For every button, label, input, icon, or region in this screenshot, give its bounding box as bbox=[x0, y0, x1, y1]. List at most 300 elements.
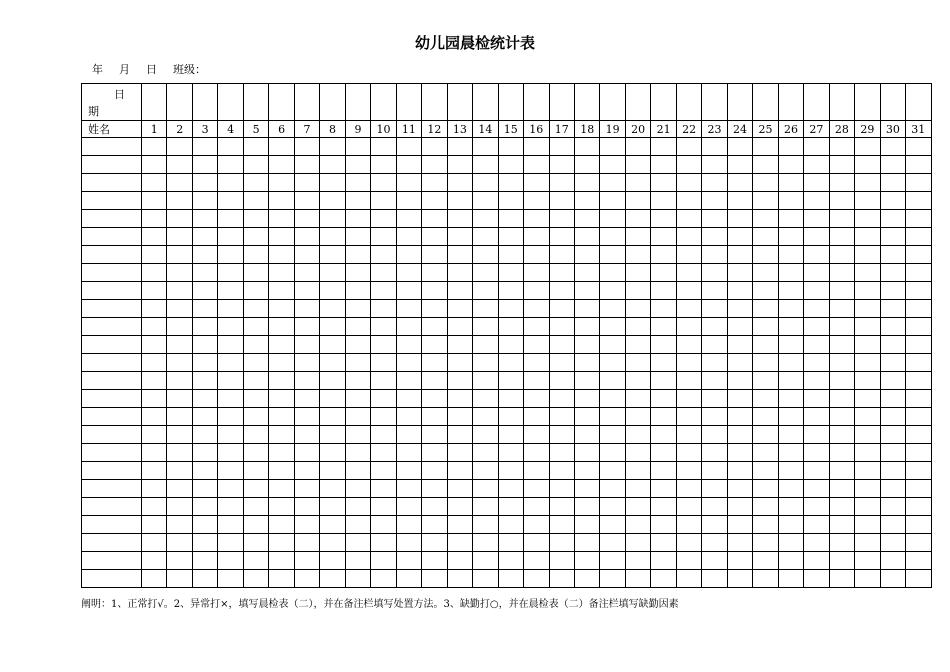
check-cell[interactable] bbox=[600, 210, 625, 228]
check-cell[interactable] bbox=[294, 372, 319, 390]
check-cell[interactable] bbox=[804, 534, 829, 552]
check-cell[interactable] bbox=[702, 138, 727, 156]
check-cell[interactable] bbox=[804, 300, 829, 318]
check-cell[interactable] bbox=[625, 318, 650, 336]
check-cell[interactable] bbox=[880, 228, 905, 246]
check-cell[interactable] bbox=[371, 138, 396, 156]
check-cell[interactable] bbox=[549, 390, 574, 408]
check-cell[interactable] bbox=[269, 534, 294, 552]
check-cell[interactable] bbox=[192, 264, 217, 282]
check-cell[interactable] bbox=[906, 552, 931, 570]
check-cell[interactable] bbox=[320, 372, 345, 390]
check-cell[interactable] bbox=[192, 426, 217, 444]
check-cell[interactable] bbox=[829, 408, 854, 426]
check-cell[interactable] bbox=[549, 426, 574, 444]
check-cell[interactable] bbox=[498, 138, 523, 156]
check-cell[interactable] bbox=[906, 534, 931, 552]
check-cell[interactable] bbox=[371, 228, 396, 246]
check-cell[interactable] bbox=[855, 372, 880, 390]
check-cell[interactable] bbox=[345, 228, 370, 246]
check-cell[interactable] bbox=[371, 390, 396, 408]
check-cell[interactable] bbox=[600, 570, 625, 588]
check-cell[interactable] bbox=[804, 552, 829, 570]
check-cell[interactable] bbox=[676, 552, 701, 570]
check-cell[interactable] bbox=[498, 354, 523, 372]
check-cell[interactable] bbox=[778, 570, 803, 588]
check-cell[interactable] bbox=[804, 444, 829, 462]
check-cell[interactable] bbox=[804, 336, 829, 354]
check-cell[interactable] bbox=[676, 336, 701, 354]
check-cell[interactable] bbox=[320, 192, 345, 210]
check-cell[interactable] bbox=[142, 210, 167, 228]
check-cell[interactable] bbox=[804, 228, 829, 246]
check-cell[interactable] bbox=[218, 426, 243, 444]
check-cell[interactable] bbox=[473, 354, 498, 372]
check-cell[interactable] bbox=[651, 336, 676, 354]
check-cell[interactable] bbox=[524, 354, 549, 372]
check-cell[interactable] bbox=[727, 444, 752, 462]
check-cell[interactable] bbox=[269, 318, 294, 336]
check-cell[interactable] bbox=[855, 426, 880, 444]
check-cell[interactable] bbox=[702, 372, 727, 390]
check-cell[interactable] bbox=[294, 246, 319, 264]
check-cell[interactable] bbox=[294, 444, 319, 462]
check-cell[interactable] bbox=[447, 300, 472, 318]
check-cell[interactable] bbox=[473, 426, 498, 444]
check-cell[interactable] bbox=[294, 426, 319, 444]
check-cell[interactable] bbox=[778, 462, 803, 480]
check-cell[interactable] bbox=[651, 138, 676, 156]
check-cell[interactable] bbox=[906, 516, 931, 534]
check-cell[interactable] bbox=[498, 228, 523, 246]
check-cell[interactable] bbox=[804, 318, 829, 336]
check-cell[interactable] bbox=[396, 354, 421, 372]
check-cell[interactable] bbox=[727, 390, 752, 408]
check-cell[interactable] bbox=[574, 138, 599, 156]
check-cell[interactable] bbox=[804, 156, 829, 174]
name-cell[interactable] bbox=[82, 372, 142, 390]
check-cell[interactable] bbox=[294, 552, 319, 570]
check-cell[interactable] bbox=[396, 372, 421, 390]
check-cell[interactable] bbox=[320, 138, 345, 156]
check-cell[interactable] bbox=[345, 300, 370, 318]
check-cell[interactable] bbox=[167, 156, 192, 174]
check-cell[interactable] bbox=[702, 282, 727, 300]
check-cell[interactable] bbox=[422, 354, 447, 372]
check-cell[interactable] bbox=[906, 462, 931, 480]
check-cell[interactable] bbox=[855, 318, 880, 336]
name-cell[interactable] bbox=[82, 282, 142, 300]
check-cell[interactable] bbox=[804, 570, 829, 588]
check-cell[interactable] bbox=[855, 282, 880, 300]
check-cell[interactable] bbox=[524, 570, 549, 588]
check-cell[interactable] bbox=[676, 534, 701, 552]
check-cell[interactable] bbox=[396, 138, 421, 156]
check-cell[interactable] bbox=[192, 210, 217, 228]
check-cell[interactable] bbox=[243, 354, 268, 372]
check-cell[interactable] bbox=[447, 354, 472, 372]
check-cell[interactable] bbox=[447, 318, 472, 336]
check-cell[interactable] bbox=[574, 156, 599, 174]
check-cell[interactable] bbox=[804, 174, 829, 192]
check-cell[interactable] bbox=[294, 156, 319, 174]
check-cell[interactable] bbox=[345, 138, 370, 156]
check-cell[interactable] bbox=[371, 408, 396, 426]
check-cell[interactable] bbox=[676, 282, 701, 300]
check-cell[interactable] bbox=[855, 174, 880, 192]
check-cell[interactable] bbox=[753, 354, 778, 372]
check-cell[interactable] bbox=[753, 246, 778, 264]
check-cell[interactable] bbox=[829, 372, 854, 390]
check-cell[interactable] bbox=[651, 354, 676, 372]
check-cell[interactable] bbox=[804, 246, 829, 264]
check-cell[interactable] bbox=[218, 210, 243, 228]
check-cell[interactable] bbox=[524, 336, 549, 354]
check-cell[interactable] bbox=[422, 138, 447, 156]
check-cell[interactable] bbox=[422, 444, 447, 462]
check-cell[interactable] bbox=[269, 210, 294, 228]
check-cell[interactable] bbox=[396, 462, 421, 480]
check-cell[interactable] bbox=[396, 282, 421, 300]
check-cell[interactable] bbox=[320, 426, 345, 444]
check-cell[interactable] bbox=[447, 534, 472, 552]
check-cell[interactable] bbox=[192, 444, 217, 462]
check-cell[interactable] bbox=[574, 300, 599, 318]
check-cell[interactable] bbox=[294, 534, 319, 552]
check-cell[interactable] bbox=[906, 444, 931, 462]
check-cell[interactable] bbox=[727, 138, 752, 156]
check-cell[interactable] bbox=[218, 390, 243, 408]
check-cell[interactable] bbox=[345, 372, 370, 390]
check-cell[interactable] bbox=[243, 300, 268, 318]
check-cell[interactable] bbox=[549, 408, 574, 426]
check-cell[interactable] bbox=[294, 174, 319, 192]
check-cell[interactable] bbox=[625, 372, 650, 390]
check-cell[interactable] bbox=[549, 534, 574, 552]
check-cell[interactable] bbox=[473, 462, 498, 480]
check-cell[interactable] bbox=[727, 552, 752, 570]
check-cell[interactable] bbox=[574, 264, 599, 282]
name-cell[interactable] bbox=[82, 498, 142, 516]
check-cell[interactable] bbox=[829, 138, 854, 156]
check-cell[interactable] bbox=[396, 444, 421, 462]
check-cell[interactable] bbox=[142, 480, 167, 498]
check-cell[interactable] bbox=[192, 390, 217, 408]
check-cell[interactable] bbox=[880, 570, 905, 588]
check-cell[interactable] bbox=[600, 552, 625, 570]
check-cell[interactable] bbox=[473, 156, 498, 174]
check-cell[interactable] bbox=[600, 372, 625, 390]
check-cell[interactable] bbox=[600, 426, 625, 444]
check-cell[interactable] bbox=[651, 570, 676, 588]
check-cell[interactable] bbox=[218, 462, 243, 480]
check-cell[interactable] bbox=[574, 228, 599, 246]
check-cell[interactable] bbox=[829, 246, 854, 264]
check-cell[interactable] bbox=[167, 246, 192, 264]
check-cell[interactable] bbox=[574, 534, 599, 552]
check-cell[interactable] bbox=[727, 570, 752, 588]
check-cell[interactable] bbox=[906, 210, 931, 228]
check-cell[interactable] bbox=[880, 444, 905, 462]
check-cell[interactable] bbox=[651, 174, 676, 192]
check-cell[interactable] bbox=[880, 552, 905, 570]
check-cell[interactable] bbox=[625, 552, 650, 570]
check-cell[interactable] bbox=[142, 336, 167, 354]
check-cell[interactable] bbox=[447, 480, 472, 498]
check-cell[interactable] bbox=[371, 300, 396, 318]
check-cell[interactable] bbox=[371, 372, 396, 390]
check-cell[interactable] bbox=[625, 246, 650, 264]
check-cell[interactable] bbox=[702, 408, 727, 426]
check-cell[interactable] bbox=[676, 228, 701, 246]
check-cell[interactable] bbox=[524, 516, 549, 534]
check-cell[interactable] bbox=[880, 282, 905, 300]
check-cell[interactable] bbox=[906, 336, 931, 354]
check-cell[interactable] bbox=[625, 480, 650, 498]
check-cell[interactable] bbox=[345, 516, 370, 534]
check-cell[interactable] bbox=[702, 336, 727, 354]
check-cell[interactable] bbox=[269, 138, 294, 156]
check-cell[interactable] bbox=[345, 408, 370, 426]
check-cell[interactable] bbox=[498, 192, 523, 210]
check-cell[interactable] bbox=[396, 210, 421, 228]
check-cell[interactable] bbox=[167, 408, 192, 426]
check-cell[interactable] bbox=[498, 210, 523, 228]
check-cell[interactable] bbox=[906, 318, 931, 336]
check-cell[interactable] bbox=[294, 318, 319, 336]
check-cell[interactable] bbox=[142, 408, 167, 426]
name-cell[interactable] bbox=[82, 552, 142, 570]
check-cell[interactable] bbox=[396, 408, 421, 426]
check-cell[interactable] bbox=[651, 300, 676, 318]
check-cell[interactable] bbox=[269, 354, 294, 372]
check-cell[interactable] bbox=[753, 570, 778, 588]
check-cell[interactable] bbox=[345, 192, 370, 210]
check-cell[interactable] bbox=[345, 426, 370, 444]
check-cell[interactable] bbox=[651, 444, 676, 462]
check-cell[interactable] bbox=[778, 192, 803, 210]
check-cell[interactable] bbox=[727, 174, 752, 192]
check-cell[interactable] bbox=[498, 498, 523, 516]
check-cell[interactable] bbox=[778, 408, 803, 426]
name-cell[interactable] bbox=[82, 426, 142, 444]
check-cell[interactable] bbox=[345, 318, 370, 336]
check-cell[interactable] bbox=[320, 498, 345, 516]
check-cell[interactable] bbox=[473, 246, 498, 264]
check-cell[interactable] bbox=[524, 138, 549, 156]
name-cell[interactable] bbox=[82, 408, 142, 426]
check-cell[interactable] bbox=[320, 210, 345, 228]
check-cell[interactable] bbox=[549, 462, 574, 480]
check-cell[interactable] bbox=[447, 462, 472, 480]
check-cell[interactable] bbox=[778, 264, 803, 282]
check-cell[interactable] bbox=[727, 426, 752, 444]
check-cell[interactable] bbox=[345, 336, 370, 354]
check-cell[interactable] bbox=[855, 192, 880, 210]
check-cell[interactable] bbox=[243, 480, 268, 498]
check-cell[interactable] bbox=[422, 372, 447, 390]
check-cell[interactable] bbox=[243, 318, 268, 336]
check-cell[interactable] bbox=[574, 552, 599, 570]
check-cell[interactable] bbox=[829, 210, 854, 228]
check-cell[interactable] bbox=[676, 408, 701, 426]
check-cell[interactable] bbox=[625, 228, 650, 246]
check-cell[interactable] bbox=[676, 156, 701, 174]
check-cell[interactable] bbox=[651, 462, 676, 480]
check-cell[interactable] bbox=[600, 498, 625, 516]
name-cell[interactable] bbox=[82, 336, 142, 354]
check-cell[interactable] bbox=[727, 210, 752, 228]
check-cell[interactable] bbox=[804, 138, 829, 156]
check-cell[interactable] bbox=[753, 210, 778, 228]
check-cell[interactable] bbox=[371, 444, 396, 462]
check-cell[interactable] bbox=[778, 552, 803, 570]
check-cell[interactable] bbox=[906, 426, 931, 444]
check-cell[interactable] bbox=[294, 192, 319, 210]
check-cell[interactable] bbox=[167, 138, 192, 156]
check-cell[interactable] bbox=[855, 354, 880, 372]
check-cell[interactable] bbox=[600, 534, 625, 552]
check-cell[interactable] bbox=[269, 462, 294, 480]
check-cell[interactable] bbox=[600, 138, 625, 156]
check-cell[interactable] bbox=[906, 282, 931, 300]
check-cell[interactable] bbox=[574, 246, 599, 264]
check-cell[interactable] bbox=[778, 354, 803, 372]
check-cell[interactable] bbox=[804, 210, 829, 228]
check-cell[interactable] bbox=[625, 192, 650, 210]
check-cell[interactable] bbox=[778, 318, 803, 336]
check-cell[interactable] bbox=[422, 516, 447, 534]
check-cell[interactable] bbox=[167, 516, 192, 534]
check-cell[interactable] bbox=[906, 354, 931, 372]
check-cell[interactable] bbox=[829, 192, 854, 210]
check-cell[interactable] bbox=[218, 372, 243, 390]
check-cell[interactable] bbox=[192, 552, 217, 570]
check-cell[interactable] bbox=[651, 246, 676, 264]
check-cell[interactable] bbox=[753, 534, 778, 552]
check-cell[interactable] bbox=[142, 534, 167, 552]
check-cell[interactable] bbox=[549, 336, 574, 354]
check-cell[interactable] bbox=[371, 246, 396, 264]
name-cell[interactable] bbox=[82, 390, 142, 408]
check-cell[interactable] bbox=[422, 282, 447, 300]
check-cell[interactable] bbox=[753, 336, 778, 354]
check-cell[interactable] bbox=[345, 480, 370, 498]
check-cell[interactable] bbox=[447, 138, 472, 156]
check-cell[interactable] bbox=[753, 300, 778, 318]
check-cell[interactable] bbox=[625, 534, 650, 552]
check-cell[interactable] bbox=[294, 210, 319, 228]
check-cell[interactable] bbox=[320, 156, 345, 174]
check-cell[interactable] bbox=[371, 282, 396, 300]
check-cell[interactable] bbox=[829, 552, 854, 570]
check-cell[interactable] bbox=[345, 354, 370, 372]
check-cell[interactable] bbox=[167, 372, 192, 390]
check-cell[interactable] bbox=[218, 552, 243, 570]
check-cell[interactable] bbox=[396, 516, 421, 534]
check-cell[interactable] bbox=[524, 300, 549, 318]
check-cell[interactable] bbox=[243, 372, 268, 390]
check-cell[interactable] bbox=[625, 498, 650, 516]
check-cell[interactable] bbox=[498, 570, 523, 588]
check-cell[interactable] bbox=[651, 318, 676, 336]
check-cell[interactable] bbox=[880, 264, 905, 282]
check-cell[interactable] bbox=[753, 228, 778, 246]
check-cell[interactable] bbox=[218, 354, 243, 372]
name-cell[interactable] bbox=[82, 138, 142, 156]
check-cell[interactable] bbox=[727, 462, 752, 480]
check-cell[interactable] bbox=[167, 444, 192, 462]
check-cell[interactable] bbox=[243, 174, 268, 192]
check-cell[interactable] bbox=[142, 138, 167, 156]
check-cell[interactable] bbox=[269, 552, 294, 570]
check-cell[interactable] bbox=[192, 228, 217, 246]
check-cell[interactable] bbox=[371, 570, 396, 588]
check-cell[interactable] bbox=[243, 282, 268, 300]
check-cell[interactable] bbox=[243, 336, 268, 354]
check-cell[interactable] bbox=[422, 390, 447, 408]
check-cell[interactable] bbox=[218, 192, 243, 210]
check-cell[interactable] bbox=[447, 426, 472, 444]
check-cell[interactable] bbox=[243, 390, 268, 408]
check-cell[interactable] bbox=[651, 390, 676, 408]
check-cell[interactable] bbox=[218, 498, 243, 516]
check-cell[interactable] bbox=[422, 156, 447, 174]
check-cell[interactable] bbox=[192, 354, 217, 372]
check-cell[interactable] bbox=[473, 390, 498, 408]
check-cell[interactable] bbox=[524, 282, 549, 300]
check-cell[interactable] bbox=[753, 192, 778, 210]
check-cell[interactable] bbox=[855, 444, 880, 462]
check-cell[interactable] bbox=[625, 174, 650, 192]
check-cell[interactable] bbox=[447, 516, 472, 534]
check-cell[interactable] bbox=[243, 264, 268, 282]
check-cell[interactable] bbox=[447, 336, 472, 354]
check-cell[interactable] bbox=[218, 264, 243, 282]
check-cell[interactable] bbox=[651, 480, 676, 498]
check-cell[interactable] bbox=[574, 336, 599, 354]
check-cell[interactable] bbox=[447, 228, 472, 246]
check-cell[interactable] bbox=[243, 210, 268, 228]
check-cell[interactable] bbox=[804, 282, 829, 300]
check-cell[interactable] bbox=[549, 498, 574, 516]
check-cell[interactable] bbox=[549, 156, 574, 174]
check-cell[interactable] bbox=[880, 426, 905, 444]
check-cell[interactable] bbox=[778, 498, 803, 516]
check-cell[interactable] bbox=[549, 480, 574, 498]
check-cell[interactable] bbox=[855, 462, 880, 480]
check-cell[interactable] bbox=[371, 498, 396, 516]
check-cell[interactable] bbox=[855, 336, 880, 354]
check-cell[interactable] bbox=[269, 192, 294, 210]
check-cell[interactable] bbox=[269, 264, 294, 282]
check-cell[interactable] bbox=[524, 390, 549, 408]
check-cell[interactable] bbox=[422, 318, 447, 336]
check-cell[interactable] bbox=[880, 246, 905, 264]
check-cell[interactable] bbox=[422, 570, 447, 588]
check-cell[interactable] bbox=[142, 282, 167, 300]
check-cell[interactable] bbox=[473, 534, 498, 552]
check-cell[interactable] bbox=[524, 534, 549, 552]
check-cell[interactable] bbox=[294, 390, 319, 408]
check-cell[interactable] bbox=[498, 282, 523, 300]
check-cell[interactable] bbox=[829, 534, 854, 552]
check-cell[interactable] bbox=[880, 192, 905, 210]
check-cell[interactable] bbox=[651, 156, 676, 174]
check-cell[interactable] bbox=[396, 570, 421, 588]
check-cell[interactable] bbox=[396, 498, 421, 516]
name-cell[interactable] bbox=[82, 570, 142, 588]
